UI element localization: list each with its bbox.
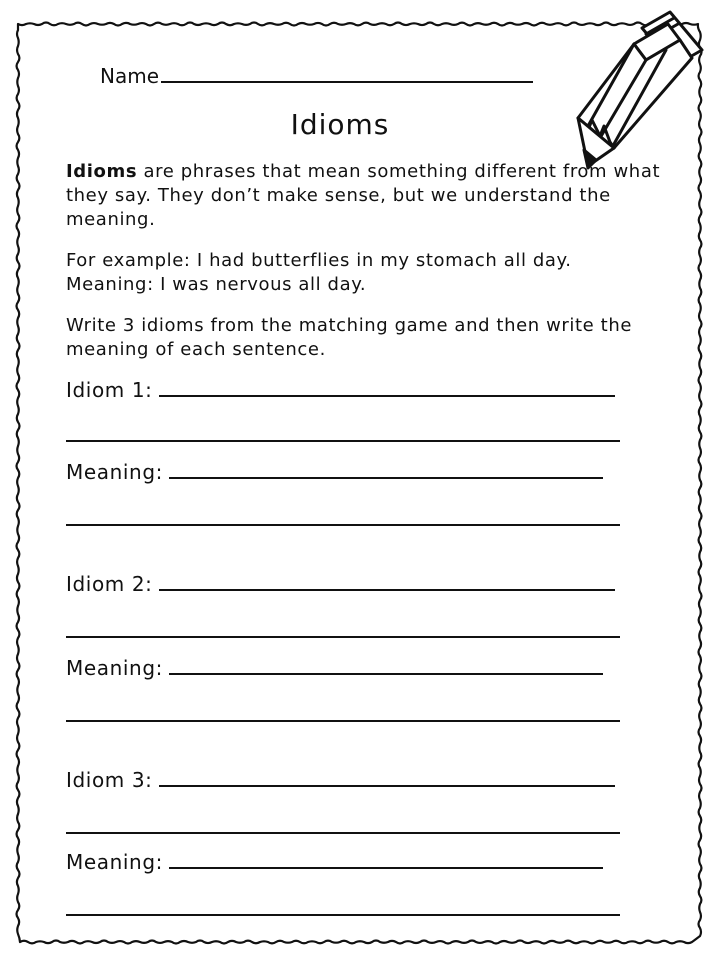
meaning-3-label: Meaning: — [66, 850, 163, 874]
meaning-1-label: Meaning: — [66, 460, 163, 484]
idiom-1-field — [66, 378, 615, 402]
idiom-1-extra-line[interactable] — [66, 440, 620, 442]
name-label: Name — [100, 64, 160, 88]
idiom-2-label: Idiom 2: — [66, 572, 153, 596]
instructions-paragraph: Write 3 idioms from the matching game and then write the meaning of each sentence. — [66, 315, 633, 360]
page-title: Idioms — [290, 108, 390, 141]
meaning-1-line[interactable] — [169, 463, 603, 479]
example-sentence: For example: I had butterflies in my stomach all day. — [66, 250, 572, 271]
idiom-2-line[interactable] — [159, 575, 615, 591]
meaning-2-field — [66, 656, 603, 680]
meaning-1-extra-line[interactable] — [66, 524, 620, 526]
meaning-2-line[interactable] — [169, 659, 603, 675]
meaning-3-line[interactable] — [169, 853, 603, 869]
idiom-3-line[interactable] — [159, 771, 615, 787]
idiom-3-field — [66, 768, 615, 792]
meaning-2-label: Meaning: — [66, 656, 163, 680]
idiom-2-extra-line[interactable] — [66, 636, 620, 638]
idiom-1-line[interactable] — [159, 381, 615, 397]
intro-bold-word: Idioms — [66, 161, 138, 182]
idiom-3-extra-line[interactable] — [66, 832, 620, 834]
intro-text: are phrases that mean something different from what they say. They don’t make sense, but we understand the meaning. — [66, 161, 661, 230]
idiom-3-label: Idiom 3: — [66, 768, 153, 792]
meaning-3-field — [66, 850, 603, 874]
intro-paragraph — [66, 160, 678, 232]
meaning-1-field — [66, 460, 603, 484]
meaning-3-extra-line[interactable] — [66, 914, 620, 916]
meaning-2-extra-line[interactable] — [66, 720, 620, 722]
example-meaning: Meaning: I was nervous all day. — [66, 274, 367, 295]
name-blank-line[interactable] — [161, 65, 533, 83]
name-row — [100, 64, 533, 88]
example-paragraph — [66, 249, 678, 297]
idiom-2-field — [66, 572, 615, 596]
idiom-1-label: Idiom 1: — [66, 378, 153, 402]
